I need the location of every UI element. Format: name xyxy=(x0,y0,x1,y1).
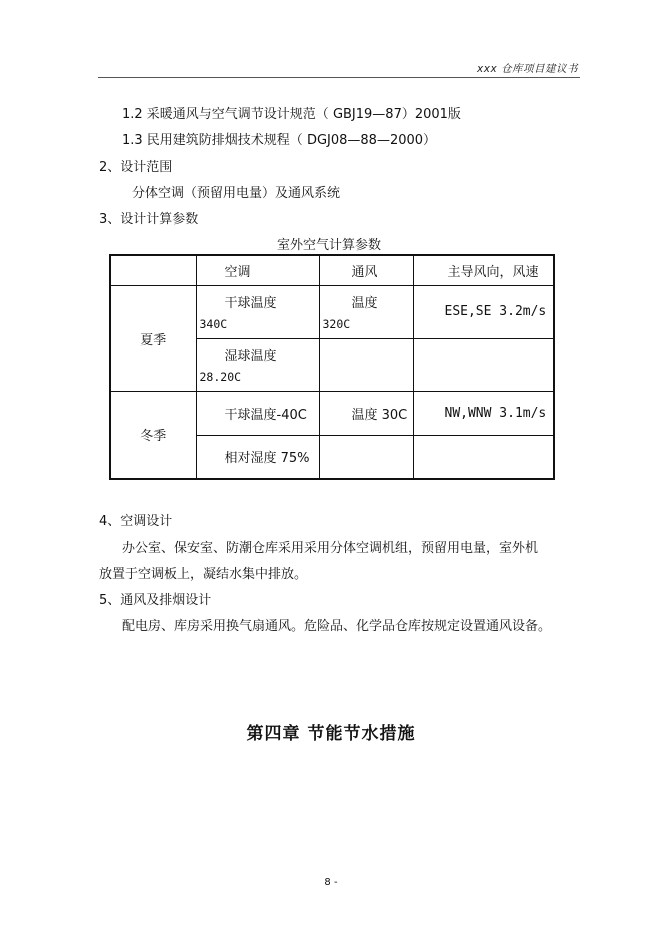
summer-vent-cell xyxy=(319,285,413,338)
summer-ac-dry-label: 干球温度 xyxy=(224,295,277,311)
winter-ac-humidity: 相对湿度 75% xyxy=(196,435,319,479)
section-2-title: 2、设计范围 xyxy=(99,160,173,175)
table-caption: 室外空气计算参数 xyxy=(277,238,382,253)
section-5-title: 5、通风及排烟设计 xyxy=(99,593,212,608)
reference-item-1-2: 1.2 采暖通风与空气调节设计规范（ GBJ19—87）2001版 xyxy=(122,107,461,122)
summer-ac-wet-value: 28.20C xyxy=(199,369,242,384)
outdoor-air-parameters-table xyxy=(109,254,555,480)
reference-item-1-3: 1.3 民用建筑防排烟技术规程（ DGJ08—88—2000） xyxy=(122,133,437,148)
winter-vent-empty xyxy=(319,435,413,479)
section-2-body: 分体空调（预留用电量）及通风系统 xyxy=(132,186,341,201)
winter-wind: NW,WNW 3.1m/s xyxy=(413,391,554,435)
section-3-title: 3、设计计算参数 xyxy=(99,212,199,227)
header-cell-wind: 主导风向，风速 xyxy=(413,255,554,285)
page-number: 8 - xyxy=(324,877,338,888)
winter-ac-dry: 干球温度-40C xyxy=(196,391,319,435)
winter-wind-empty xyxy=(413,435,554,479)
table-header-row xyxy=(110,255,554,285)
summer-ac-wet-label: 湿球温度 xyxy=(224,348,277,364)
season-summer: 夏季 xyxy=(110,285,196,391)
summer-vent-value: 320C xyxy=(322,316,351,331)
section-4-body-line-2: 放置于空调板上，凝结水集中排放。 xyxy=(99,567,308,582)
table-row xyxy=(110,391,554,435)
summer-vent-empty xyxy=(319,338,413,391)
page-header-title: xxx 仓库项目建议书 xyxy=(477,63,578,75)
section-5-body: 配电房、库房采用换气扇通风。危险品、化学品仓库按规定设置通风设备。 xyxy=(122,619,552,634)
header-cell-empty xyxy=(110,255,196,285)
summer-ac-wet-cell xyxy=(196,338,319,391)
summer-ac-dry-cell xyxy=(196,285,319,338)
summer-wind: ESE,SE 3.2m/s xyxy=(413,285,554,338)
summer-wind-empty xyxy=(413,338,554,391)
header-cell-ventilation: 通风 xyxy=(319,255,413,285)
table-row xyxy=(110,285,554,338)
winter-vent: 温度 30C xyxy=(319,391,413,435)
section-4-title: 4、空调设计 xyxy=(99,514,173,529)
summer-vent-label: 温度 xyxy=(351,295,378,311)
section-4-body-line-1: 办公室、保安室、防潮仓库采用采用分体空调机组，预留用电量，室外机 xyxy=(122,541,539,556)
summer-ac-dry-value: 340C xyxy=(199,316,228,331)
header-cell-ac: 空调 xyxy=(196,255,319,285)
season-winter: 冬季 xyxy=(110,391,196,479)
header-rule xyxy=(98,77,580,78)
chapter-title: 第四章 节能节水措施 xyxy=(246,724,416,744)
